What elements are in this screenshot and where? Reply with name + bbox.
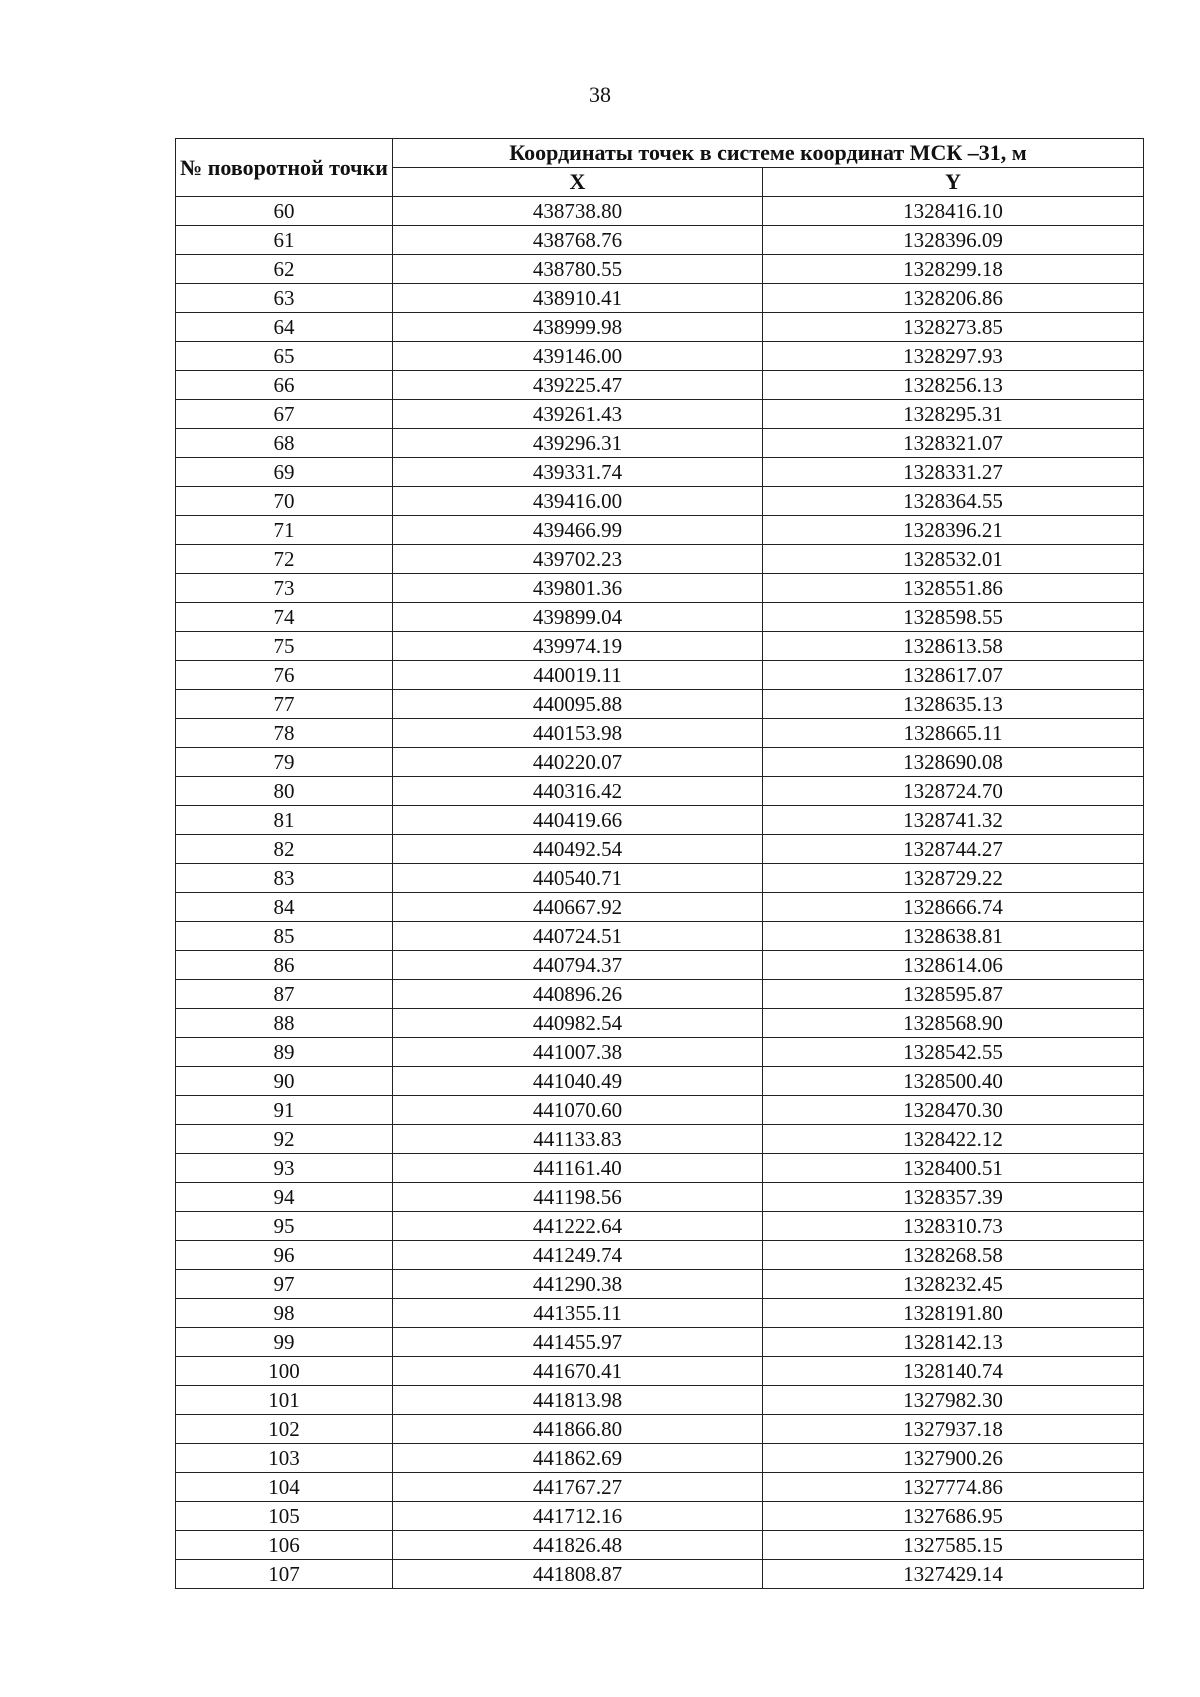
table-row [176, 1415, 1144, 1444]
table-row [176, 1241, 1144, 1270]
y-coordinate-cell: 1328542.55 [763, 1038, 1144, 1067]
point-number-cell: 63 [176, 284, 393, 313]
y-coordinate-cell: 1328331.27 [763, 458, 1144, 487]
point-number-cell: 101 [176, 1386, 393, 1415]
table-row [176, 458, 1144, 487]
y-coordinate-cell: 1328396.21 [763, 516, 1144, 545]
table-header [176, 139, 1144, 197]
point-number-cell: 74 [176, 603, 393, 632]
point-number-cell: 67 [176, 400, 393, 429]
x-coordinate-cell: 441198.56 [393, 1183, 763, 1212]
x-coordinate-cell: 438768.76 [393, 226, 763, 255]
table-row [176, 1038, 1144, 1067]
y-coordinate-cell: 1328268.58 [763, 1241, 1144, 1270]
table-row [176, 1473, 1144, 1502]
x-coordinate-cell: 440419.66 [393, 806, 763, 835]
point-number-cell: 84 [176, 893, 393, 922]
point-number-cell: 79 [176, 748, 393, 777]
table-row [176, 516, 1144, 545]
table-row [176, 487, 1144, 516]
point-number-cell: 83 [176, 864, 393, 893]
x-coordinate-cell: 441133.83 [393, 1125, 763, 1154]
table-row [176, 1386, 1144, 1415]
table-row [176, 1502, 1144, 1531]
x-coordinate-cell: 441866.80 [393, 1415, 763, 1444]
table-row [176, 1560, 1144, 1589]
y-coordinate-cell: 1328470.30 [763, 1096, 1144, 1125]
table-row [176, 1212, 1144, 1241]
x-coordinate-cell: 438999.98 [393, 313, 763, 342]
table-row [176, 429, 1144, 458]
x-coordinate-cell: 440667.92 [393, 893, 763, 922]
y-coordinate-cell: 1328422.12 [763, 1125, 1144, 1154]
point-number-cell: 105 [176, 1502, 393, 1531]
x-coordinate-cell: 441808.87 [393, 1560, 763, 1589]
x-coordinate-cell: 441670.41 [393, 1357, 763, 1386]
y-coordinate-cell: 1328191.80 [763, 1299, 1144, 1328]
y-column-header: Y [763, 168, 1144, 197]
table-row [176, 806, 1144, 835]
point-number-cell: 88 [176, 1009, 393, 1038]
y-coordinate-cell: 1328532.01 [763, 545, 1144, 574]
x-coordinate-cell: 439146.00 [393, 342, 763, 371]
table-row [176, 1096, 1144, 1125]
x-coordinate-cell: 440724.51 [393, 922, 763, 951]
x-coordinate-cell: 439899.04 [393, 603, 763, 632]
point-number-cell: 96 [176, 1241, 393, 1270]
y-coordinate-cell: 1328595.87 [763, 980, 1144, 1009]
x-coordinate-cell: 440896.26 [393, 980, 763, 1009]
point-number-cell: 103 [176, 1444, 393, 1473]
point-number-cell: 97 [176, 1270, 393, 1299]
x-coordinate-cell: 438738.80 [393, 197, 763, 226]
table-row [176, 661, 1144, 690]
x-column-header: X [393, 168, 763, 197]
table-row [176, 313, 1144, 342]
x-coordinate-cell: 440019.11 [393, 661, 763, 690]
point-number-cell: 92 [176, 1125, 393, 1154]
point-number-cell: 93 [176, 1154, 393, 1183]
point-number-cell: 68 [176, 429, 393, 458]
point-number-cell: 75 [176, 632, 393, 661]
y-coordinate-cell: 1328416.10 [763, 197, 1144, 226]
point-number-cell: 80 [176, 777, 393, 806]
table-row [176, 835, 1144, 864]
point-number-cell: 91 [176, 1096, 393, 1125]
point-number-cell: 76 [176, 661, 393, 690]
point-number-cell: 87 [176, 980, 393, 1009]
y-coordinate-cell: 1328729.22 [763, 864, 1144, 893]
table-row [176, 748, 1144, 777]
point-number-header: № поворотной точки [176, 139, 393, 197]
point-number-cell: 86 [176, 951, 393, 980]
y-coordinate-cell: 1328206.86 [763, 284, 1144, 313]
x-coordinate-cell: 441712.16 [393, 1502, 763, 1531]
point-number-cell: 72 [176, 545, 393, 574]
y-coordinate-cell: 1328638.81 [763, 922, 1144, 951]
y-coordinate-cell: 1328741.32 [763, 806, 1144, 835]
table-row [176, 1183, 1144, 1212]
page-number: 38 [589, 82, 611, 107]
y-coordinate-cell: 1328256.13 [763, 371, 1144, 400]
x-coordinate-cell: 441455.97 [393, 1328, 763, 1357]
x-coordinate-cell: 440095.88 [393, 690, 763, 719]
x-coordinate-cell: 439225.47 [393, 371, 763, 400]
table-row [176, 1067, 1144, 1096]
x-coordinate-cell: 441767.27 [393, 1473, 763, 1502]
table-row [176, 864, 1144, 893]
y-coordinate-cell: 1328295.31 [763, 400, 1144, 429]
x-coordinate-cell: 439974.19 [393, 632, 763, 661]
point-number-cell: 85 [176, 922, 393, 951]
point-number-cell: 81 [176, 806, 393, 835]
table-row [176, 1125, 1144, 1154]
table-row [176, 1444, 1144, 1473]
y-coordinate-cell: 1328635.13 [763, 690, 1144, 719]
table-row [176, 1357, 1144, 1386]
x-coordinate-cell: 441222.64 [393, 1212, 763, 1241]
y-coordinate-cell: 1328299.18 [763, 255, 1144, 284]
table-row [176, 719, 1144, 748]
point-number-cell: 94 [176, 1183, 393, 1212]
table-body [176, 197, 1144, 1589]
x-coordinate-cell: 441007.38 [393, 1038, 763, 1067]
point-number-cell: 90 [176, 1067, 393, 1096]
table-row [176, 980, 1144, 1009]
point-number-cell: 65 [176, 342, 393, 371]
y-coordinate-cell: 1328400.51 [763, 1154, 1144, 1183]
table-row [176, 255, 1144, 284]
y-coordinate-cell: 1327585.15 [763, 1531, 1144, 1560]
point-number-cell: 102 [176, 1415, 393, 1444]
x-coordinate-cell: 438780.55 [393, 255, 763, 284]
point-number-cell: 106 [176, 1531, 393, 1560]
table-row [176, 690, 1144, 719]
y-coordinate-cell: 1328357.39 [763, 1183, 1144, 1212]
y-coordinate-cell: 1328690.08 [763, 748, 1144, 777]
table-row [176, 603, 1144, 632]
table-row [176, 1299, 1144, 1328]
table-row [176, 226, 1144, 255]
point-number-cell: 62 [176, 255, 393, 284]
y-coordinate-cell: 1328140.74 [763, 1357, 1144, 1386]
point-number-cell: 66 [176, 371, 393, 400]
point-number-cell: 71 [176, 516, 393, 545]
x-coordinate-cell: 439331.74 [393, 458, 763, 487]
x-coordinate-cell: 439702.23 [393, 545, 763, 574]
coordinates-table [175, 138, 1144, 1589]
point-number-cell: 64 [176, 313, 393, 342]
x-coordinate-cell: 438910.41 [393, 284, 763, 313]
y-coordinate-cell: 1328142.13 [763, 1328, 1144, 1357]
x-coordinate-cell: 439261.43 [393, 400, 763, 429]
x-coordinate-cell: 441355.11 [393, 1299, 763, 1328]
point-number-cell: 60 [176, 197, 393, 226]
y-coordinate-cell: 1327937.18 [763, 1415, 1144, 1444]
table-row [176, 574, 1144, 603]
y-coordinate-cell: 1328321.07 [763, 429, 1144, 458]
y-coordinate-cell: 1328744.27 [763, 835, 1144, 864]
table-row [176, 1531, 1144, 1560]
point-number-cell: 73 [176, 574, 393, 603]
point-number-cell: 82 [176, 835, 393, 864]
point-number-cell: 99 [176, 1328, 393, 1357]
y-coordinate-cell: 1327686.95 [763, 1502, 1144, 1531]
y-coordinate-cell: 1328297.93 [763, 342, 1144, 371]
point-number-cell: 77 [176, 690, 393, 719]
point-number-cell: 104 [176, 1473, 393, 1502]
y-coordinate-cell: 1328724.70 [763, 777, 1144, 806]
y-coordinate-cell: 1328665.11 [763, 719, 1144, 748]
point-number-cell: 98 [176, 1299, 393, 1328]
coordinates-header: Координаты точек в системе координат МСК –31, м [393, 139, 1144, 168]
x-coordinate-cell: 439801.36 [393, 574, 763, 603]
y-coordinate-cell: 1328614.06 [763, 951, 1144, 980]
table-row [176, 951, 1144, 980]
y-coordinate-cell: 1327429.14 [763, 1560, 1144, 1589]
x-coordinate-cell: 440153.98 [393, 719, 763, 748]
x-coordinate-cell: 439416.00 [393, 487, 763, 516]
x-coordinate-cell: 441249.74 [393, 1241, 763, 1270]
y-coordinate-cell: 1328364.55 [763, 487, 1144, 516]
y-coordinate-cell: 1328396.09 [763, 226, 1144, 255]
x-coordinate-cell: 440540.71 [393, 864, 763, 893]
table-row [176, 893, 1144, 922]
point-number-cell: 95 [176, 1212, 393, 1241]
y-coordinate-cell: 1328598.55 [763, 603, 1144, 632]
x-coordinate-cell: 440492.54 [393, 835, 763, 864]
x-coordinate-cell: 439296.31 [393, 429, 763, 458]
table-row [176, 1009, 1144, 1038]
y-coordinate-cell: 1328613.58 [763, 632, 1144, 661]
x-coordinate-cell: 441813.98 [393, 1386, 763, 1415]
x-coordinate-cell: 440316.42 [393, 777, 763, 806]
point-number-cell: 69 [176, 458, 393, 487]
y-coordinate-cell: 1328551.86 [763, 574, 1144, 603]
point-number-cell: 100 [176, 1357, 393, 1386]
y-coordinate-cell: 1327982.30 [763, 1386, 1144, 1415]
y-coordinate-cell: 1328568.90 [763, 1009, 1144, 1038]
x-coordinate-cell: 441290.38 [393, 1270, 763, 1299]
point-number-cell: 107 [176, 1560, 393, 1589]
point-number-cell: 70 [176, 487, 393, 516]
x-coordinate-cell: 440982.54 [393, 1009, 763, 1038]
point-number-cell: 61 [176, 226, 393, 255]
table-row [176, 632, 1144, 661]
x-coordinate-cell: 440220.07 [393, 748, 763, 777]
point-number-cell: 89 [176, 1038, 393, 1067]
x-coordinate-cell: 441161.40 [393, 1154, 763, 1183]
table-row [176, 371, 1144, 400]
table-row [176, 342, 1144, 371]
y-coordinate-cell: 1328273.85 [763, 313, 1144, 342]
x-coordinate-cell: 441070.60 [393, 1096, 763, 1125]
table-row [176, 400, 1144, 429]
x-coordinate-cell: 440794.37 [393, 951, 763, 980]
y-coordinate-cell: 1327900.26 [763, 1444, 1144, 1473]
x-coordinate-cell: 441040.49 [393, 1067, 763, 1096]
y-coordinate-cell: 1328310.73 [763, 1212, 1144, 1241]
x-coordinate-cell: 439466.99 [393, 516, 763, 545]
table-row [176, 1154, 1144, 1183]
table-row [176, 777, 1144, 806]
table-row [176, 1270, 1144, 1299]
table-row [176, 284, 1144, 313]
table-row [176, 197, 1144, 226]
y-coordinate-cell: 1328500.40 [763, 1067, 1144, 1096]
x-coordinate-cell: 441862.69 [393, 1444, 763, 1473]
table-row [176, 1328, 1144, 1357]
y-coordinate-cell: 1327774.86 [763, 1473, 1144, 1502]
y-coordinate-cell: 1328666.74 [763, 893, 1144, 922]
point-number-cell: 78 [176, 719, 393, 748]
table-row [176, 545, 1144, 574]
y-coordinate-cell: 1328232.45 [763, 1270, 1144, 1299]
table-row [176, 922, 1144, 951]
x-coordinate-cell: 441826.48 [393, 1531, 763, 1560]
y-coordinate-cell: 1328617.07 [763, 661, 1144, 690]
